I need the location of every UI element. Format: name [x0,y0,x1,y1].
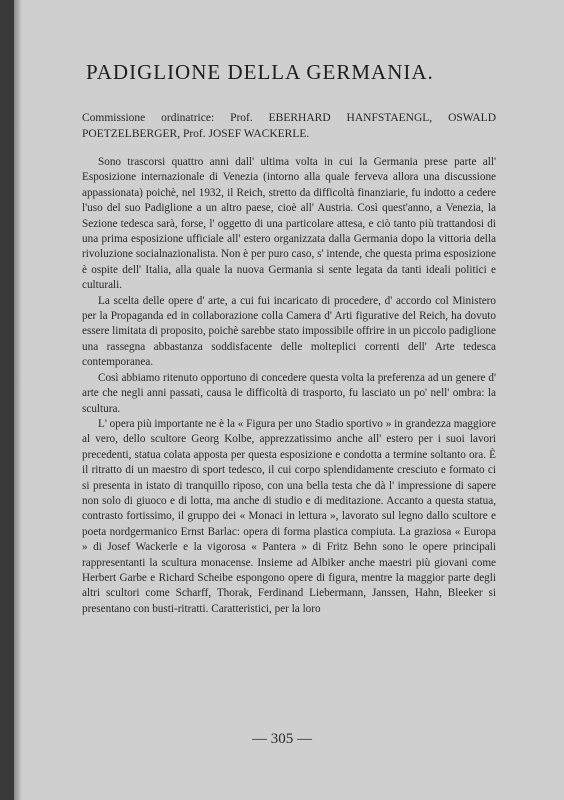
page-title: PADIGLIONE DELLA GERMANIA. [86,60,434,84]
page-number: — 305 — [252,731,312,747]
document-page [14,0,564,800]
paragraph: Sono trascorsi quattro anni dall' ultima volta in cui la Germania prese parte all' Esposizione internazionale di Venezia (intorno alla quale ferveva allora una discussione appassionata) poichè, nel 1932, il Reich, stretto da difficoltà finanziarie, fu indotto a cedere l'uso del suo Padiglione a un altro paese, cioè all' Austria. Così quest'anno, a Venezia, la Sezione tedesca sarà, forse, l' oggetto di una particolare attesa, e ciò tanto più trattandosi di una prima esposizione ufficiale all' estero organizzata dalla Germania dopo la vittoria della rivoluzione socialnazionalista. Non è per puro caso, s' intende, che questa prima esposizione è ospite dell' Italia, alla quale la nuova Germania si sente legata da tanti ideali politici e culturali. [82,156,496,292]
paragraph: Così abbiamo ritenuto opportuno di concedere questa volta la preferenza ad un genere d' arte che negli anni passati, causa le difficoltà di trasporto, fu lasciato un po' nell' ombra: la scultura. [82,371,496,415]
commission-line: Commissione ordinatrice: Prof. EBERHARD HANFSTAENGL, OSWALD POETZELBERGER, Prof. JOSEF WACKERLE. [82,112,496,140]
body-text [82,155,496,617]
paragraph: La scelta delle opere d' arte, a cui fui incaricato di procedere, d' accordo col Ministero per la Propaganda ed in collaborazione colla Camera d' Arti figurative del Reich, ha dovuto essere limitata di proposito, poichè sarebbe stato impossibile offrire in un piccolo padiglione una rassegna abbastanza soddisfacente delle molteplici correnti dell' Arte tedesca contemporanea. [82,294,496,369]
paragraph: L' opera più importante ne è la « Figura per uno Stadio sportivo » in grandezza maggiore al vero, dello scultore Georg Kolbe, apprezzatissimo anche all' estero per i suoi lavori precedenti, statua colata apposta per questa esposizione e condotta a termine soltanto ora. È il ritratto di un maestro di sport tedesco, il cui corpo splendidamente cresciuto e formato ci si presenta in istato di tranquillo riposo, con una bella testa che dà l' impressione di sapere non solo di giuoco e di lotta, ma anche di studio e di meditazione. Accanto a questa statua, contrasto fortissimo, il gruppo dei « Monaci in lettura », lavorato sul legno dallo scultore e poeta nordgermanico Ernst Barlac: opera di forma plastica compiuta. La graziosa « Europa » di Josef Wackerle e la vigorosa « Pantera » di Fritz Behn sono le opere principali rappresentanti la scultura monacense. Insieme ad Albiker anche maestri più giovani come Herbert Garbe e Richard Scheibe espongono opere di figura, mentre la maggior parte degli altri scultori come Scharff, Thorak, Ferdinand Liebermann, Janssen, Hahn, Bleeker si presentano con busti-ritratti. Caratteristici, per la loro [82,417,496,615]
